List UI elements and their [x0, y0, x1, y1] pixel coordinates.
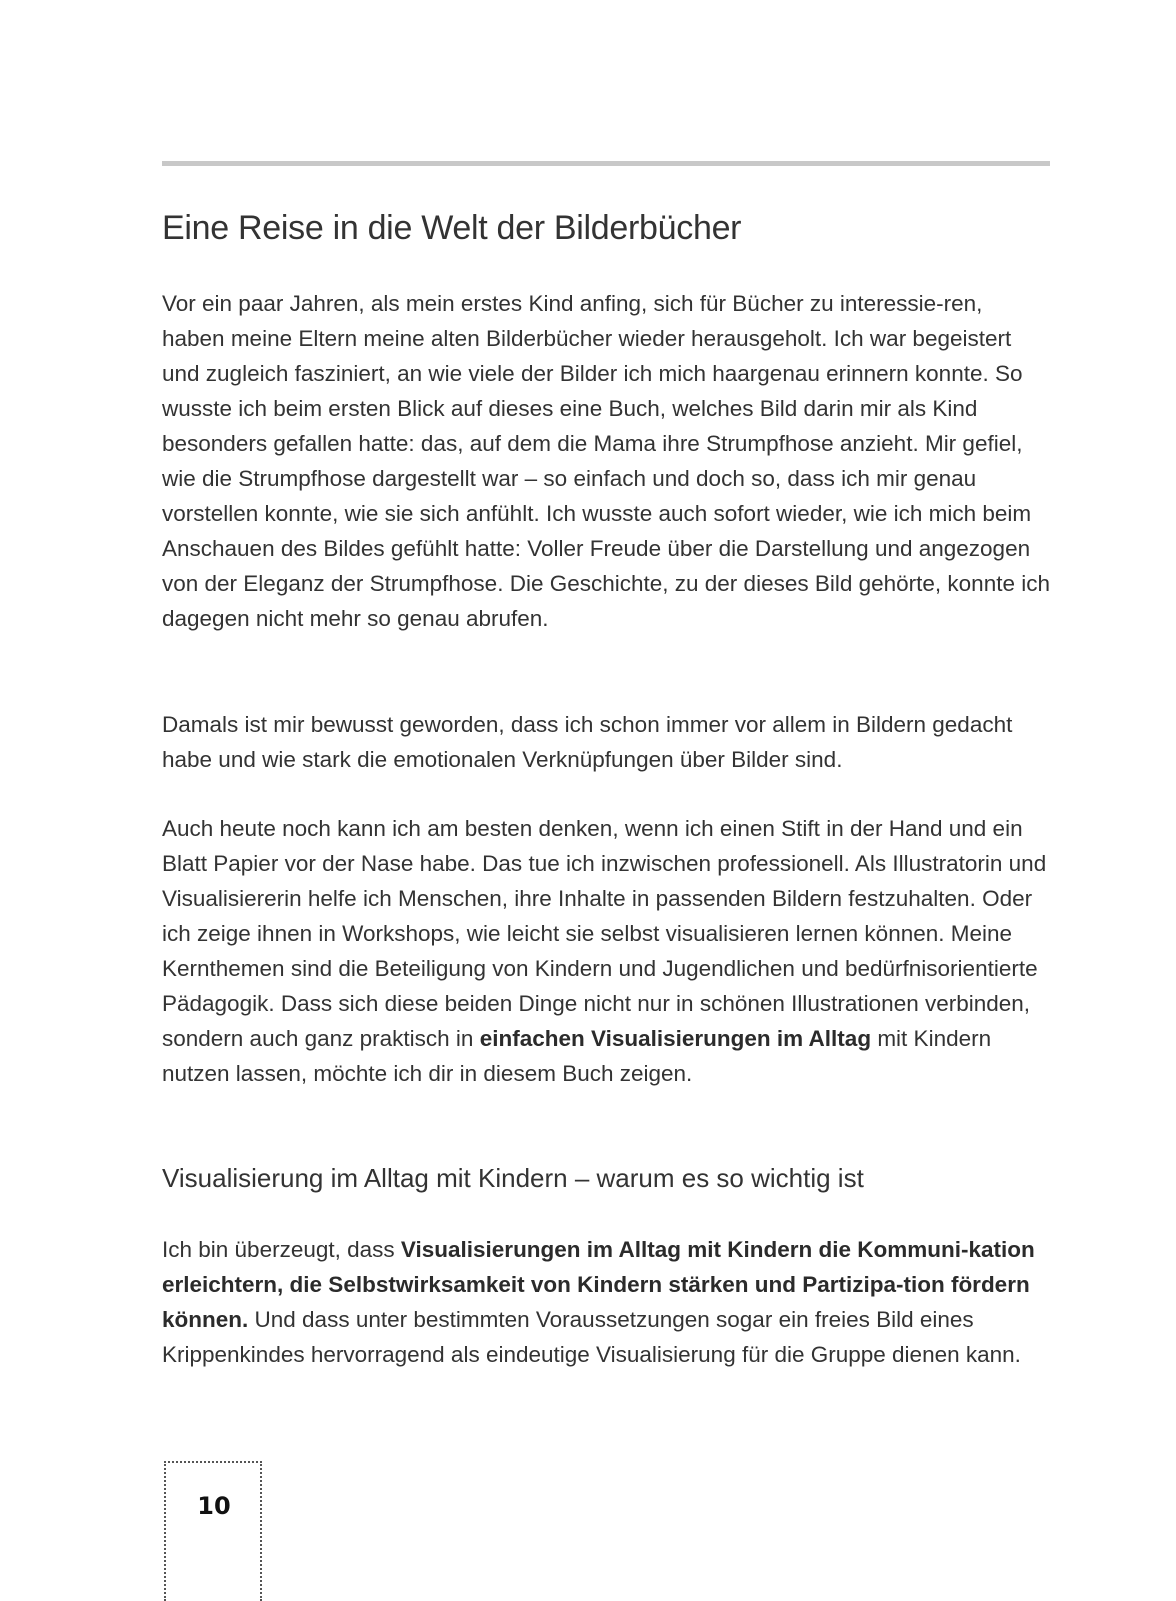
- paragraph-4: [162, 1232, 1050, 1372]
- paragraph-4-text: [162, 1232, 1050, 1372]
- paragraph-4-bold-phrase: Visualisierungen im Alltag mit Kindern die Kommuni-kation erleichtern, die Selbstwirksamkeit von Kindern stärken und Partizipa-tion fördern können.: [162, 1237, 1035, 1332]
- paragraph-3-text-start: Auch heute noch kann ich am besten denken, wenn ich einen Stift in der Hand und ein Blatt Papier vor der Nase habe. Das tue ich inzwischen professionell. Als Illustratorin und Visualisiererin helfe ich Menschen, ihre Inhalte in passenden Bildern festzuhalten. Oder ich zeige ihnen in Workshops, wie leicht sie selbst visualisieren lernen können. Meine Kernthemen sind die Beteiligung von Kindern und Jugendlichen und bedürfnisorientierte Pädagogik. Dass sich diese beiden Dinge nicht nur in schönen Illustrationen verbinden, sondern auch ganz praktisch in: [162, 816, 1047, 1051]
- paragraph-3-bold-phrase: einfachen Visualisierungen im Alltag: [479, 1026, 872, 1051]
- paragraph-1-text: Vor ein paar Jahren, als mein erstes Kind anfing, sich für Bücher zu interessie-ren, haben meine Eltern meine alten Bilderbücher wieder herausgeholt. Ich war begeistert und zugleich fasziniert, an wie viele der Bilder ich mich haargenau erinnern konnte. So wusste ich beim ersten Blick auf dieses eine Buch, welches Bild darin mir als Kind besonders gefallen hatte: das, auf dem die Mama ihre Strumpfhose anzieht. Mir gefiel, wie die Strumpfhose dargestellt war – so einfach und doch so, dass ich mir genau vorstellen konnte, wie sie sich anfühlt. Ich wusste auch sofort wieder, wie ich mich beim Anschauen des Bildes gefühlt hatte: Voller Freude über die Darstellung und angezogen von der Eleganz der Strumpfhose. Die Geschichte, zu der dieses Bild gehörte, konnte ich dagegen nicht mehr so genau abrufen.: [162, 291, 1050, 631]
- paragraph-2-text: Damals ist mir bewusst geworden, dass ich schon immer vor allem in Bildern gedacht habe und wie stark die emotionalen Verknüpfungen über Bilder sind.: [162, 712, 1013, 772]
- paragraph-4-text-start: Ich bin überzeugt, dass: [162, 1237, 401, 1262]
- paragraph-3: [162, 811, 1050, 1091]
- paragraph-4-text-end: Und dass unter bestimmten Voraussetzungen sogar ein freies Bild eines Krippenkindes hervorragend als eindeutige Visualisierung für die Gruppe dienen kann.: [162, 1307, 1021, 1367]
- section-subheading: Visualisierung im Alltag mit Kindern – warum es so wichtig ist: [162, 1163, 864, 1193]
- top-divider: [162, 161, 1050, 166]
- page-number-box: [164, 1461, 262, 1601]
- chapter-heading: Eine Reise in die Welt der Bilderbücher: [162, 209, 742, 247]
- page-number: 10: [197, 1492, 231, 1520]
- paragraph-3-text: [162, 811, 1050, 1091]
- paragraph-3-text-end: mit Kindern nutzen lassen, möchte ich dir in diesem Buch zeigen.: [162, 1026, 992, 1086]
- paragraph-2: [162, 707, 1050, 777]
- paragraph-1: [162, 286, 1050, 636]
